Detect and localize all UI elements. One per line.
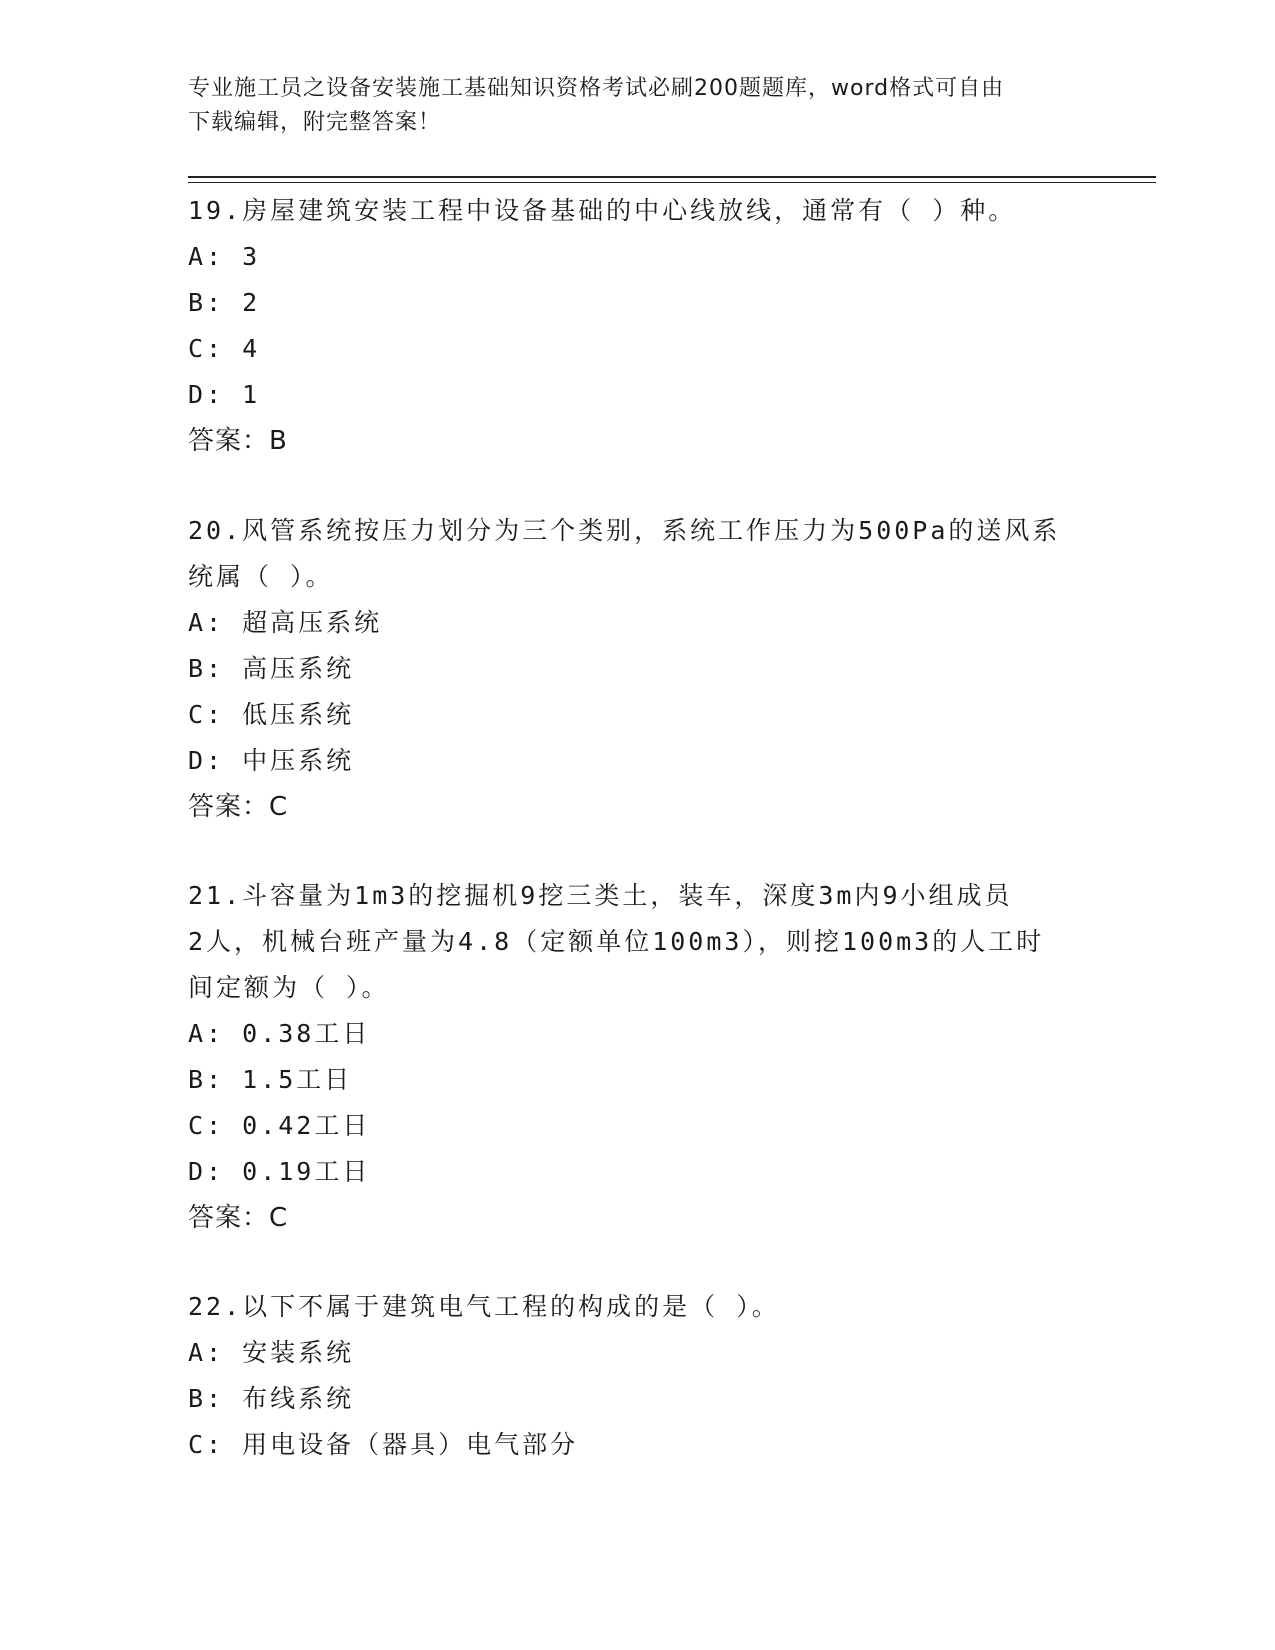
option-d: D: 0.19工日	[188, 1157, 371, 1186]
header-divider-thick	[188, 176, 1156, 178]
question-stem-continued: 间定额为（ ）。	[188, 973, 390, 1002]
question-stem: 20.风管系统按压力划分为三个类别，系统工作压力为500Pa的送风系	[188, 516, 1061, 545]
option-a: A: 3	[188, 242, 261, 271]
option-c: C: 0.42工日	[188, 1111, 371, 1140]
answer: 答案：B	[188, 426, 288, 456]
option-b: B: 1.5工日	[188, 1065, 353, 1094]
question-stem: 21.斗容量为1m3的挖掘机9挖三类土，装车，深度3m内9小组成员	[188, 881, 1013, 910]
question-19	[188, 188, 1088, 464]
question-stem: 22.以下不属于建筑电气工程的构成的是（ ）。	[188, 1292, 780, 1321]
option-d: D: 中压系统	[188, 746, 355, 775]
header-line-1: 专业施工员之设备安装施工基础知识资格考试必刷200题题库，word格式可自由	[188, 76, 1005, 101]
header-line-2: 下载编辑，附完整答案！	[188, 110, 442, 135]
question-20	[188, 508, 1088, 830]
option-b: B: 2	[188, 288, 261, 317]
option-d: D: 1	[188, 380, 261, 409]
option-a: A: 0.38工日	[188, 1019, 371, 1048]
answer: 答案：C	[188, 792, 289, 822]
question-stem-continued: 2人，机械台班产量为4.8（定额单位100m3），则挖100m3的人工时	[188, 927, 1045, 956]
option-a: A: 安装系统	[188, 1338, 355, 1367]
question-22	[188, 1284, 1088, 1468]
option-b: B: 布线系统	[188, 1384, 355, 1413]
option-c: C: 用电设备（器具）电气部分	[188, 1430, 579, 1459]
option-c: C: 低压系统	[188, 700, 355, 729]
document-header	[188, 72, 1088, 140]
question-21	[188, 873, 1088, 1241]
question-stem-continued: 统属（ ）。	[188, 562, 334, 591]
answer: 答案：C	[188, 1203, 289, 1233]
question-stem: 19.房屋建筑安装工程中设备基础的中心线放线，通常有（ ）种。	[188, 196, 1017, 225]
header-divider-thin	[188, 182, 1156, 183]
option-c: C: 4	[188, 334, 261, 363]
option-a: A: 超高压系统	[188, 608, 383, 637]
option-b: B: 高压系统	[188, 654, 355, 683]
